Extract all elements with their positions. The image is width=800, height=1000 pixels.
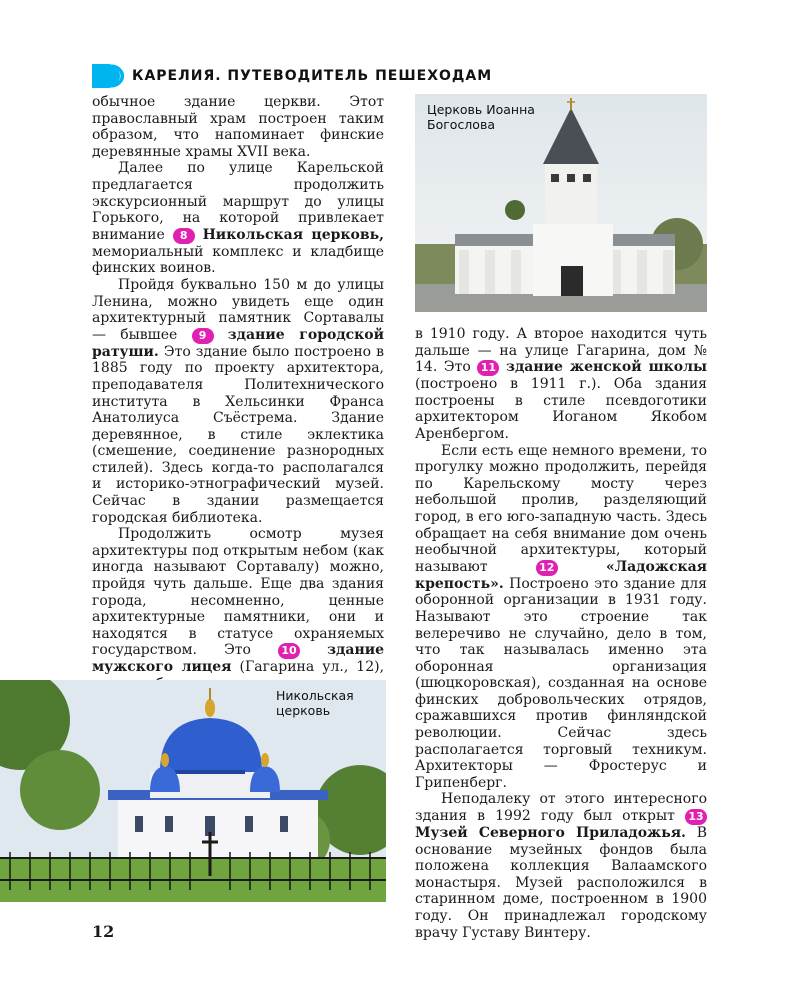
marker-badge: 12 — [536, 560, 558, 576]
paragraph — [415, 443, 707, 792]
paragraph-text: в 1910 году. А второе находится чуть дальше — на улице Гагарина, дом № 14. Это — [415, 326, 707, 376]
paragraph — [92, 277, 384, 526]
landmark-name: здание городской ратуши. — [92, 326, 385, 360]
marker-badge: 9 — [192, 328, 214, 344]
paragraph-text: Если есть еще немного времени, то прогулку можно продолжить, перейдя по Карельскому мосту через небольшой пролив, разделяющий город, в его юго-западную часть. Здесь обращает на себя внимание дом очень необычной архитектуры, который называют — [415, 442, 707, 575]
photo-nikolskaya-church — [0, 680, 386, 902]
paragraph-text: Построено это здание для оборонной организации в 1931 году. Называют это строение так велеречиво не случайно, дело в том, что так называлась именно эта оборонная организация (шюцкоровская), созданная на основе финских добровольческих отрядов, сражавшихся против финляндской революции. Сейчас здесь располагается торговый техникум. Архитекторы — Фростерус и Грипенберг. — [415, 575, 708, 791]
paragraph — [92, 94, 384, 160]
marker-badge: 8 — [173, 228, 195, 244]
paragraph-text: (Гагарина ул., 12), — [239, 659, 385, 676]
paragraph — [415, 326, 707, 443]
page-header — [92, 64, 492, 88]
paragraph-text: Это здание было построено в 1885 году по проекту архитектора, преподавателя Политехнического института в Хельсинки Франса Анатолиуса Съёстрема. Здание деревянное, в стиле эклектика (смешение, соединение разнородных стилей). Здесь когда-то располагался и историко-этнографический музей. Сейчас в здании размещается городская библиотека. — [92, 343, 385, 526]
page-number: 12 — [92, 922, 115, 941]
landmark-name: здание женской школы — [506, 359, 708, 376]
marker-badge: 11 — [477, 360, 499, 376]
header-title: КАРЕЛИЯ. ПУТЕВОДИТЕЛЬ ПЕШЕХОДАМ — [132, 68, 493, 84]
paragraph-text: мемориальный комплекс и кладбище финских воинов. — [92, 243, 384, 277]
photo-church-john — [415, 94, 707, 312]
paragraph-text: (построено в 1911 г.). Оба здания построены в стиле псевдоготики архитектором Иоганом Якобом Аренбергом. — [415, 376, 707, 442]
landmark-name: Музей Северного Приладожья. — [415, 825, 686, 842]
paragraph — [92, 526, 384, 692]
landmark-name: здание мужского лицея — [92, 642, 384, 676]
paragraph-text: Пройдя буквально 150 м до улицы Ленина, можно увидеть еще один архитектурный памятник Сортавалы — бывшее — [92, 276, 384, 343]
photo-caption: Церковь Иоанна Богослова — [427, 102, 535, 132]
paragraph-text: В основание музейных фондов была положена коллекция Валаамского монастыря. Музей расположился в старинном доме, построенном в 1900 году. Он принадлежал городскому врачу Густаву Винтеру. — [415, 825, 707, 941]
left-column — [92, 94, 384, 693]
right-column — [415, 326, 707, 941]
photo-caption: Никольская церковь — [276, 688, 354, 718]
section-badge-icon — [92, 64, 124, 88]
paragraph-text: Далее по улице Карельской предлагается продолжить экскурсионный маршрут до улицы Горького, на которой привлекает внимание — [92, 160, 384, 243]
marker-badge: 10 — [278, 643, 300, 659]
paragraph-text: обычное здание церкви. Этот православный храм построен таким образом, что напоминает финские деревянные храмы XVII века. — [92, 94, 384, 160]
paragraph-text: Неподалеку от этого интересного здания в 1992 году был открыт — [415, 791, 707, 825]
landmark-name: «Ладожская крепость». — [415, 558, 707, 592]
paragraph — [415, 791, 707, 941]
paragraph-text: Продолжить осмотр музея архитектуры под открытым небом (как иногда называют Сортавалу) можно, пройдя чуть дальше. Еще два здания города, несомненно, ценные архитектурные памятники, они и находятся в статусе охраняемых государством. Это — [92, 526, 384, 659]
landmark-name: Никольская церковь, — [202, 226, 384, 243]
paragraph — [92, 160, 384, 277]
marker-badge: 13 — [685, 809, 707, 825]
